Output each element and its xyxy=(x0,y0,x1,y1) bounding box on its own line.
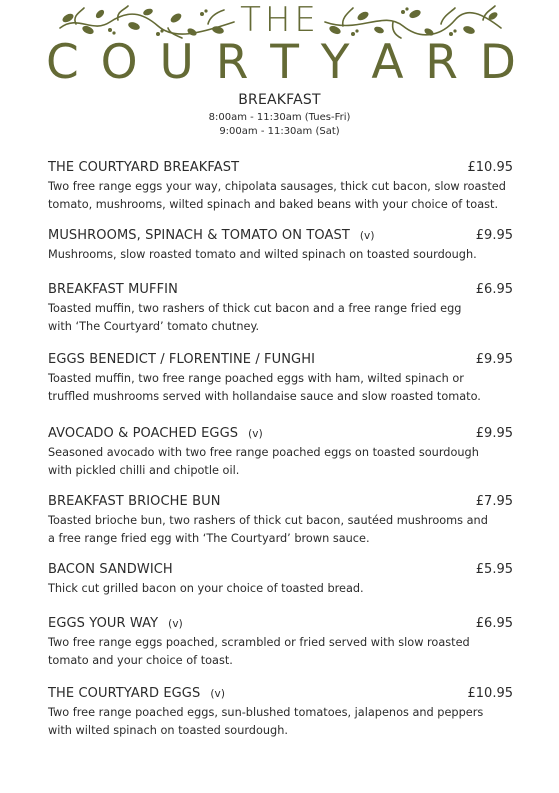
menu-item-name-text: EGGS BENEDICT / FLORENTINE / FUNGHI xyxy=(48,352,316,367)
menu-item-description: Two free range eggs your way, chipolata sausages, thick cut bacon, slow roasted tomato, mushrooms, wilted spinach and baked beans with your choice of toast. xyxy=(48,180,506,211)
menu-item xyxy=(48,616,513,670)
menu-item-header xyxy=(48,686,513,704)
menu-item-name xyxy=(48,352,315,367)
brand-letter: O xyxy=(100,34,138,90)
menu-item-name-text: AVOCADO & POACHED EGGS xyxy=(48,426,239,441)
menu-item xyxy=(48,160,513,214)
menu-item-name xyxy=(48,562,173,577)
menu-item-name xyxy=(48,228,375,243)
menu-item-price: £9.95 xyxy=(475,228,513,243)
brand-letter: U xyxy=(159,34,194,90)
vegetarian-marker: (v) xyxy=(248,428,263,440)
menu-item xyxy=(48,282,513,336)
opening-hours xyxy=(0,111,559,139)
vine-ornament-left xyxy=(58,4,236,40)
menu-item-description: Toasted muffin, two free range poached eggs with ham, wilted spinach or truffled mushrooms served with hollandaise sauce and slow roasted tomato. xyxy=(48,372,481,403)
menu-item-description: Toasted brioche bun, two rashers of thick cut bacon, sautéed mushrooms and a free range fried egg with ‘The Courtyard’ brown sauce. xyxy=(48,514,488,545)
menu-item-description: Toasted muffin, two rashers of thick cut bacon and a free range fried egg with ‘The Courtyard’ tomato chutney. xyxy=(48,302,462,333)
menu-item-name-text: BACON SANDWICH xyxy=(48,562,173,577)
menu-item xyxy=(48,352,513,406)
menu-item-description: Two free range poached eggs, sun-blushed tomatoes, jalapenos and peppers with wilted spinach on toasted sourdough. xyxy=(48,706,484,737)
brand-letter: Y xyxy=(320,34,350,90)
menu-header xyxy=(0,0,559,145)
menu-item-header xyxy=(48,426,513,444)
meal-title: BREAKFAST xyxy=(238,92,321,108)
menu-item-header xyxy=(48,282,513,300)
hours-weekday: 8:00am - 11:30am (Tues-Fri) xyxy=(208,112,351,123)
brand-letter: A xyxy=(371,34,404,90)
menu-item-name xyxy=(48,616,183,631)
menu-item-name-text: MUSHROOMS, SPINACH & TOMATO ON TOAST xyxy=(48,228,350,243)
menu-item-name xyxy=(48,160,239,175)
menu-item-name xyxy=(48,426,263,441)
vegetarian-marker: (v) xyxy=(210,688,226,700)
menu-item-price: £10.95 xyxy=(467,160,513,175)
vegetarian-marker: (v) xyxy=(168,618,183,630)
vine-ornament-right xyxy=(323,4,503,40)
menu-item-description: Two free range eggs poached, scrambled or fried served with slow roasted tomato and your choice of toast. xyxy=(48,636,470,667)
menu-item-name xyxy=(48,494,221,509)
brand-courtyard xyxy=(46,36,516,88)
vegetarian-marker: (v) xyxy=(359,230,375,242)
menu-item xyxy=(48,562,513,598)
brand-letter: D xyxy=(479,34,516,90)
menu-item-header xyxy=(48,352,513,370)
menu-item-name-text: THE COURTYARD BREAKFAST xyxy=(48,160,240,175)
menu-item-header xyxy=(48,228,513,246)
menu-item-header xyxy=(48,160,513,178)
menu-item xyxy=(48,686,513,740)
brand-letter: C xyxy=(46,34,79,90)
menu-item-price: £5.95 xyxy=(475,562,513,577)
menu-item-name-text: THE COURTYARD EGGS xyxy=(48,686,201,701)
menu-item xyxy=(48,228,513,264)
menu-item-price: £9.95 xyxy=(475,426,513,441)
menu-item-name-text: BREAKFAST MUFFIN xyxy=(48,282,178,297)
brand-the: THE xyxy=(240,0,320,40)
menu-item-description: Thick cut grilled bacon on your choice of toasted bread. xyxy=(48,582,364,595)
menu-item-name xyxy=(48,686,225,701)
menu-item-price: £6.95 xyxy=(475,616,513,631)
brand-letter: R xyxy=(215,34,249,90)
menu-item-price: £7.95 xyxy=(475,494,513,509)
menu-item-header xyxy=(48,494,513,512)
menu-item xyxy=(48,494,513,548)
menu-item-price: £6.95 xyxy=(475,282,513,297)
menu-item-price: £10.95 xyxy=(467,686,513,701)
menu-item xyxy=(48,426,513,480)
menu-item-name xyxy=(48,282,178,297)
menu-item-header xyxy=(48,562,513,580)
brand-letter: R xyxy=(425,34,458,90)
menu-item-name-text: EGGS YOUR WAY xyxy=(48,616,159,631)
menu-item-header xyxy=(48,616,513,634)
menu-item-description: Seasoned avocado with two free range poached eggs on toasted sourdough with pickled chilli and chipotle oil. xyxy=(48,446,479,477)
menu-item-name-text: BREAKFAST BRIOCHE BUN xyxy=(48,494,221,509)
menu-item-description: Mushrooms, slow roasted tomato and wilted spinach on toasted sourdough. xyxy=(48,248,477,261)
brand-letter: T xyxy=(270,34,299,90)
hours-saturday: 9:00am - 11:30am (Sat) xyxy=(219,126,340,137)
menu-item-price: £9.95 xyxy=(475,352,513,367)
